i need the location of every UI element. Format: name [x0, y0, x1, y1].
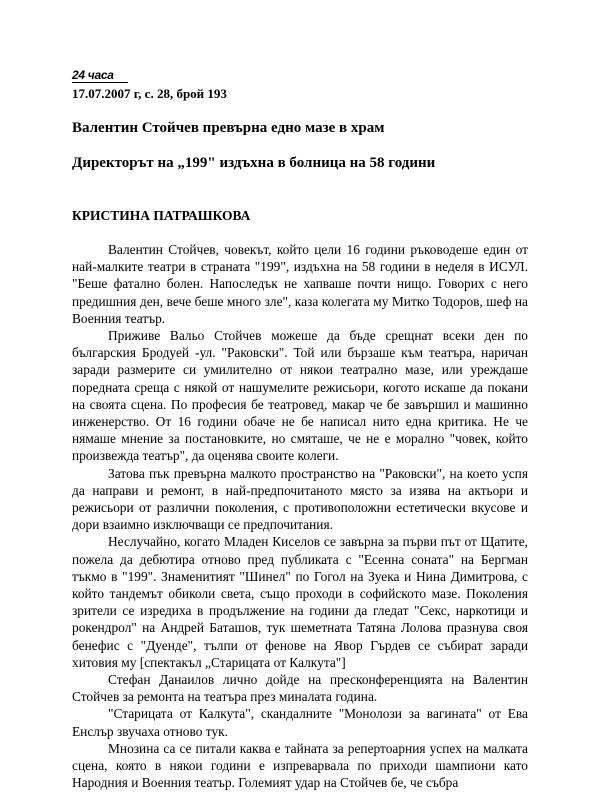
- paragraph: Приживе Вальо Стойчев можеше да бъде срещнат всеки ден по българския Бродуей -ул. "Раковски". Той или бързаше към театъра, наричан заради размерите си умилително от някои театрално мазе, или уреждаше поредната среща с някой от нашумелите режисьори, когото искаше да покани на своята сцена. По професия бе театровед, макар че бе завършил и машинно инженерство. От 16 години обаче не бе написал нито една критика. Не че нямаше мнение за постановките, но смяташе, че не е морално "човек, който произвежда театър", да оценява своите колеги.: [72, 328, 528, 464]
- paragraph: Валентин Стойчев, човекът, който цели 16 години ръководеше един от най-малките театри в страната "199", издъхна на 58 години в неделя в ИСУЛ. "Беше фатално болен. Напоследък не хапваше почти нищо. Говорих с него предишния ден, вече беше много зле", каза колегата му Митко Тодоров, шеф на Военния театър.: [72, 242, 528, 326]
- paragraph: "Старицата от Калкута", скандалните "Монолози за вагината" от Ева Енслър звучаха отново тук.: [72, 706, 528, 739]
- subheadline: Директорът на „199" издъхна в болница на 58 години: [72, 155, 436, 171]
- publication-info: 17.07.2007 г, с. 28, брой 193: [72, 86, 227, 101]
- paragraph: Мнозина са се питали каква е тайната за репертоарния успех на малката сцена, която в някои години е изпреварвала по приходи шампиони като Народния и Военния театър. Големият удар на Стойчев бе, че събра: [72, 740, 528, 791]
- paragraph: Затова пък превърна малкото пространство на "Раковски", на което успя да направи и ремонт, в най-предпочитаното място за изява на актьори и режисьори от различни поколения, с противоположни естетически вкусове и дори взаимно изключващи се предпочитания.: [72, 465, 528, 533]
- article-page: [72, 66, 528, 792]
- newspaper-logo: [72, 68, 128, 83]
- paragraph: Стефан Данаилов лично дойде на пресконференцията на Валентин Стойчев за ремонта на театъра през миналата година.: [72, 672, 528, 705]
- newspaper-logo-text: 24 часа: [72, 68, 114, 82]
- headline: Валентин Стойчев превърна едно мазе в храм: [72, 120, 385, 136]
- author-name: КРИСТИНА ПАТРАШКОВА: [72, 208, 251, 223]
- paragraph: Неслучайно, когато Младен Киселов се завърна за първи път от Щатите, пожела да дебютира отново пред публиката с "Есенна соната" на Бергман тъкмо в "199". Знаменитият "Шинел" по Гогол на Зуека и Нина Димитрова, с който тандемът обиколи света, също проходи в софийското мазе. Поколения зрители се изредиха в продължение на години да гледат "Секс, наркотици и рокендрол" на Андрей Баташов, тук шеметната Татяна Лолова празнува своя бенефис с "Дуенде", тълпи от фенове на Явор Гърдев се събират заради хитовия му [спектакъл „Старицата от Калкута"]: [72, 534, 528, 670]
- article-body: [72, 241, 528, 792]
